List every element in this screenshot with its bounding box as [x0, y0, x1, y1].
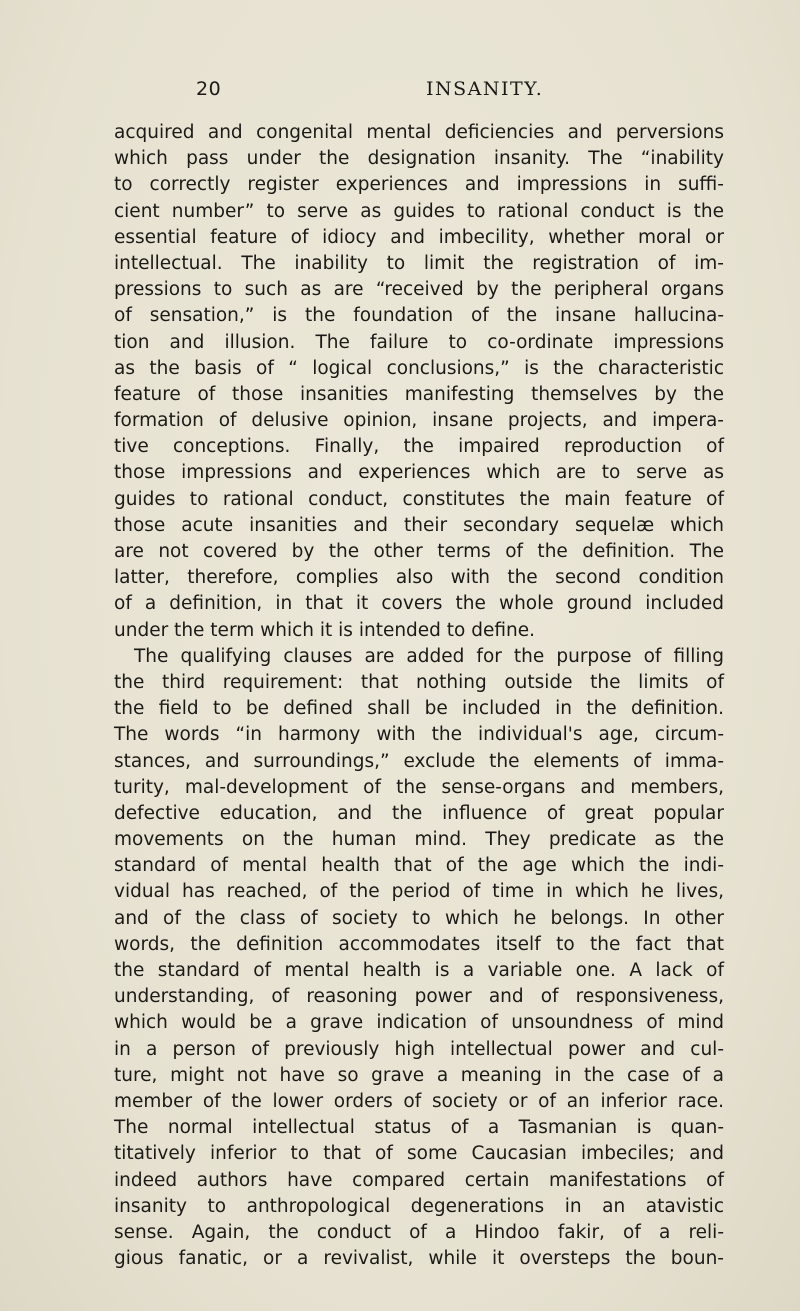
text-line: The qualifying clauses are added for the purpose of filling: [134, 645, 724, 667]
text-line: cient number” to serve as guides to rational conduct is the: [114, 200, 724, 222]
text-line: standard of mental health that of the age which the indi-: [114, 855, 724, 877]
text-line: in a person of previously high intellectual power and cul-: [114, 1038, 724, 1060]
text-line: indeed authors have compared certain manifestations of: [114, 1169, 724, 1191]
text-line: insanity to anthropological degenerations in an atavistic: [114, 1195, 724, 1217]
text-line: understanding, of reasoning power and of responsiveness,: [114, 986, 724, 1008]
text-line: those acute insanities and their secondary sequelæ which: [114, 514, 724, 536]
text-line: guides to rational conduct, constitutes the main feature of: [114, 488, 724, 510]
text-line: feature of those insanities manifesting themselves by the: [114, 383, 724, 405]
text-line: movements on the human mind. They predicate as the: [114, 829, 724, 851]
text-line: latter, therefore, complies also with the second condition: [114, 567, 724, 589]
text-line: turity, mal-development of the sense-organs and members,: [114, 776, 724, 798]
text-line: The normal intellectual status of a Tasmanian is quan-: [114, 1117, 724, 1139]
text-line: tive conceptions. Finally, the impaired reproduction of: [114, 436, 724, 458]
text-line: are not covered by the other terms of the definition. The: [114, 541, 724, 562]
text-line: member of the lower orders of society or of an inferior race.: [114, 1090, 724, 1112]
text-line: intellectual. The inability to limit the registration of im-: [114, 252, 724, 274]
text-line: pressions to such as are “received by the peripheral organs: [114, 279, 724, 301]
text-line: as the basis of “ logical conclusions,” is the characteristic: [114, 357, 724, 379]
text-line: under the term which it is intended to define.: [114, 619, 536, 641]
text-line: vidual has reached, of the period of time in which he lives,: [114, 881, 724, 903]
text-line: which pass under the designation insanity. The “inability: [114, 148, 724, 170]
text-line: those impressions and experiences which are to serve as: [114, 462, 724, 484]
text-line: defective education, and the influence of great popular: [114, 802, 724, 824]
text-line: which would be a grave indication of unsoundness of mind: [114, 1012, 724, 1034]
text-line: of a definition, in that it covers the whole ground included: [114, 593, 724, 615]
text-line: titatively inferior to that of some Caucasian imbeciles; and: [114, 1143, 724, 1165]
text-line: to correctly register experiences and impressions in suffi-: [114, 174, 724, 196]
text-line: gious fanatic, or a revivalist, while it oversteps the boun-: [114, 1248, 724, 1270]
text-line: stances, and surroundings,” exclude the elements of imma-: [114, 750, 724, 772]
text-line: The words “in harmony with the individual's age, circum-: [114, 724, 724, 746]
text-line: of sensation,” is the foundation of the insane hallucina-: [114, 305, 724, 327]
body-text: [114, 120, 724, 1272]
page-header: [196, 78, 796, 118]
running-head: INSANITY.: [426, 78, 544, 100]
text-line: sense. Again, the conduct of a Hindoo fakir, of a reli-: [114, 1221, 724, 1243]
text-line: acquired and congenital mental deficiencies and perversions: [114, 122, 724, 143]
text-line: essential feature of idiocy and imbecility, whether moral or: [114, 226, 724, 248]
text-line: ture, might not have so grave a meaning in the case of a: [114, 1064, 724, 1086]
text-line: formation of delusive opinion, insane projects, and impera-: [114, 410, 724, 432]
text-line: words, the definition accommodates itself to the fact that: [114, 933, 724, 955]
text-line: tion and illusion. The failure to co-ordinate impressions: [114, 331, 724, 353]
text-line: the standard of mental health is a variable one. A lack of: [114, 960, 724, 981]
page-number: 20: [196, 78, 222, 100]
paragraph-2: [114, 644, 724, 1273]
text-line: and of the class of society to which he belongs. In other: [114, 907, 724, 929]
paragraph-1: [114, 120, 724, 644]
text-line: the field to be defined shall be included in the definition.: [114, 698, 724, 720]
text-line: the third requirement: that nothing outside the limits of: [114, 671, 724, 693]
